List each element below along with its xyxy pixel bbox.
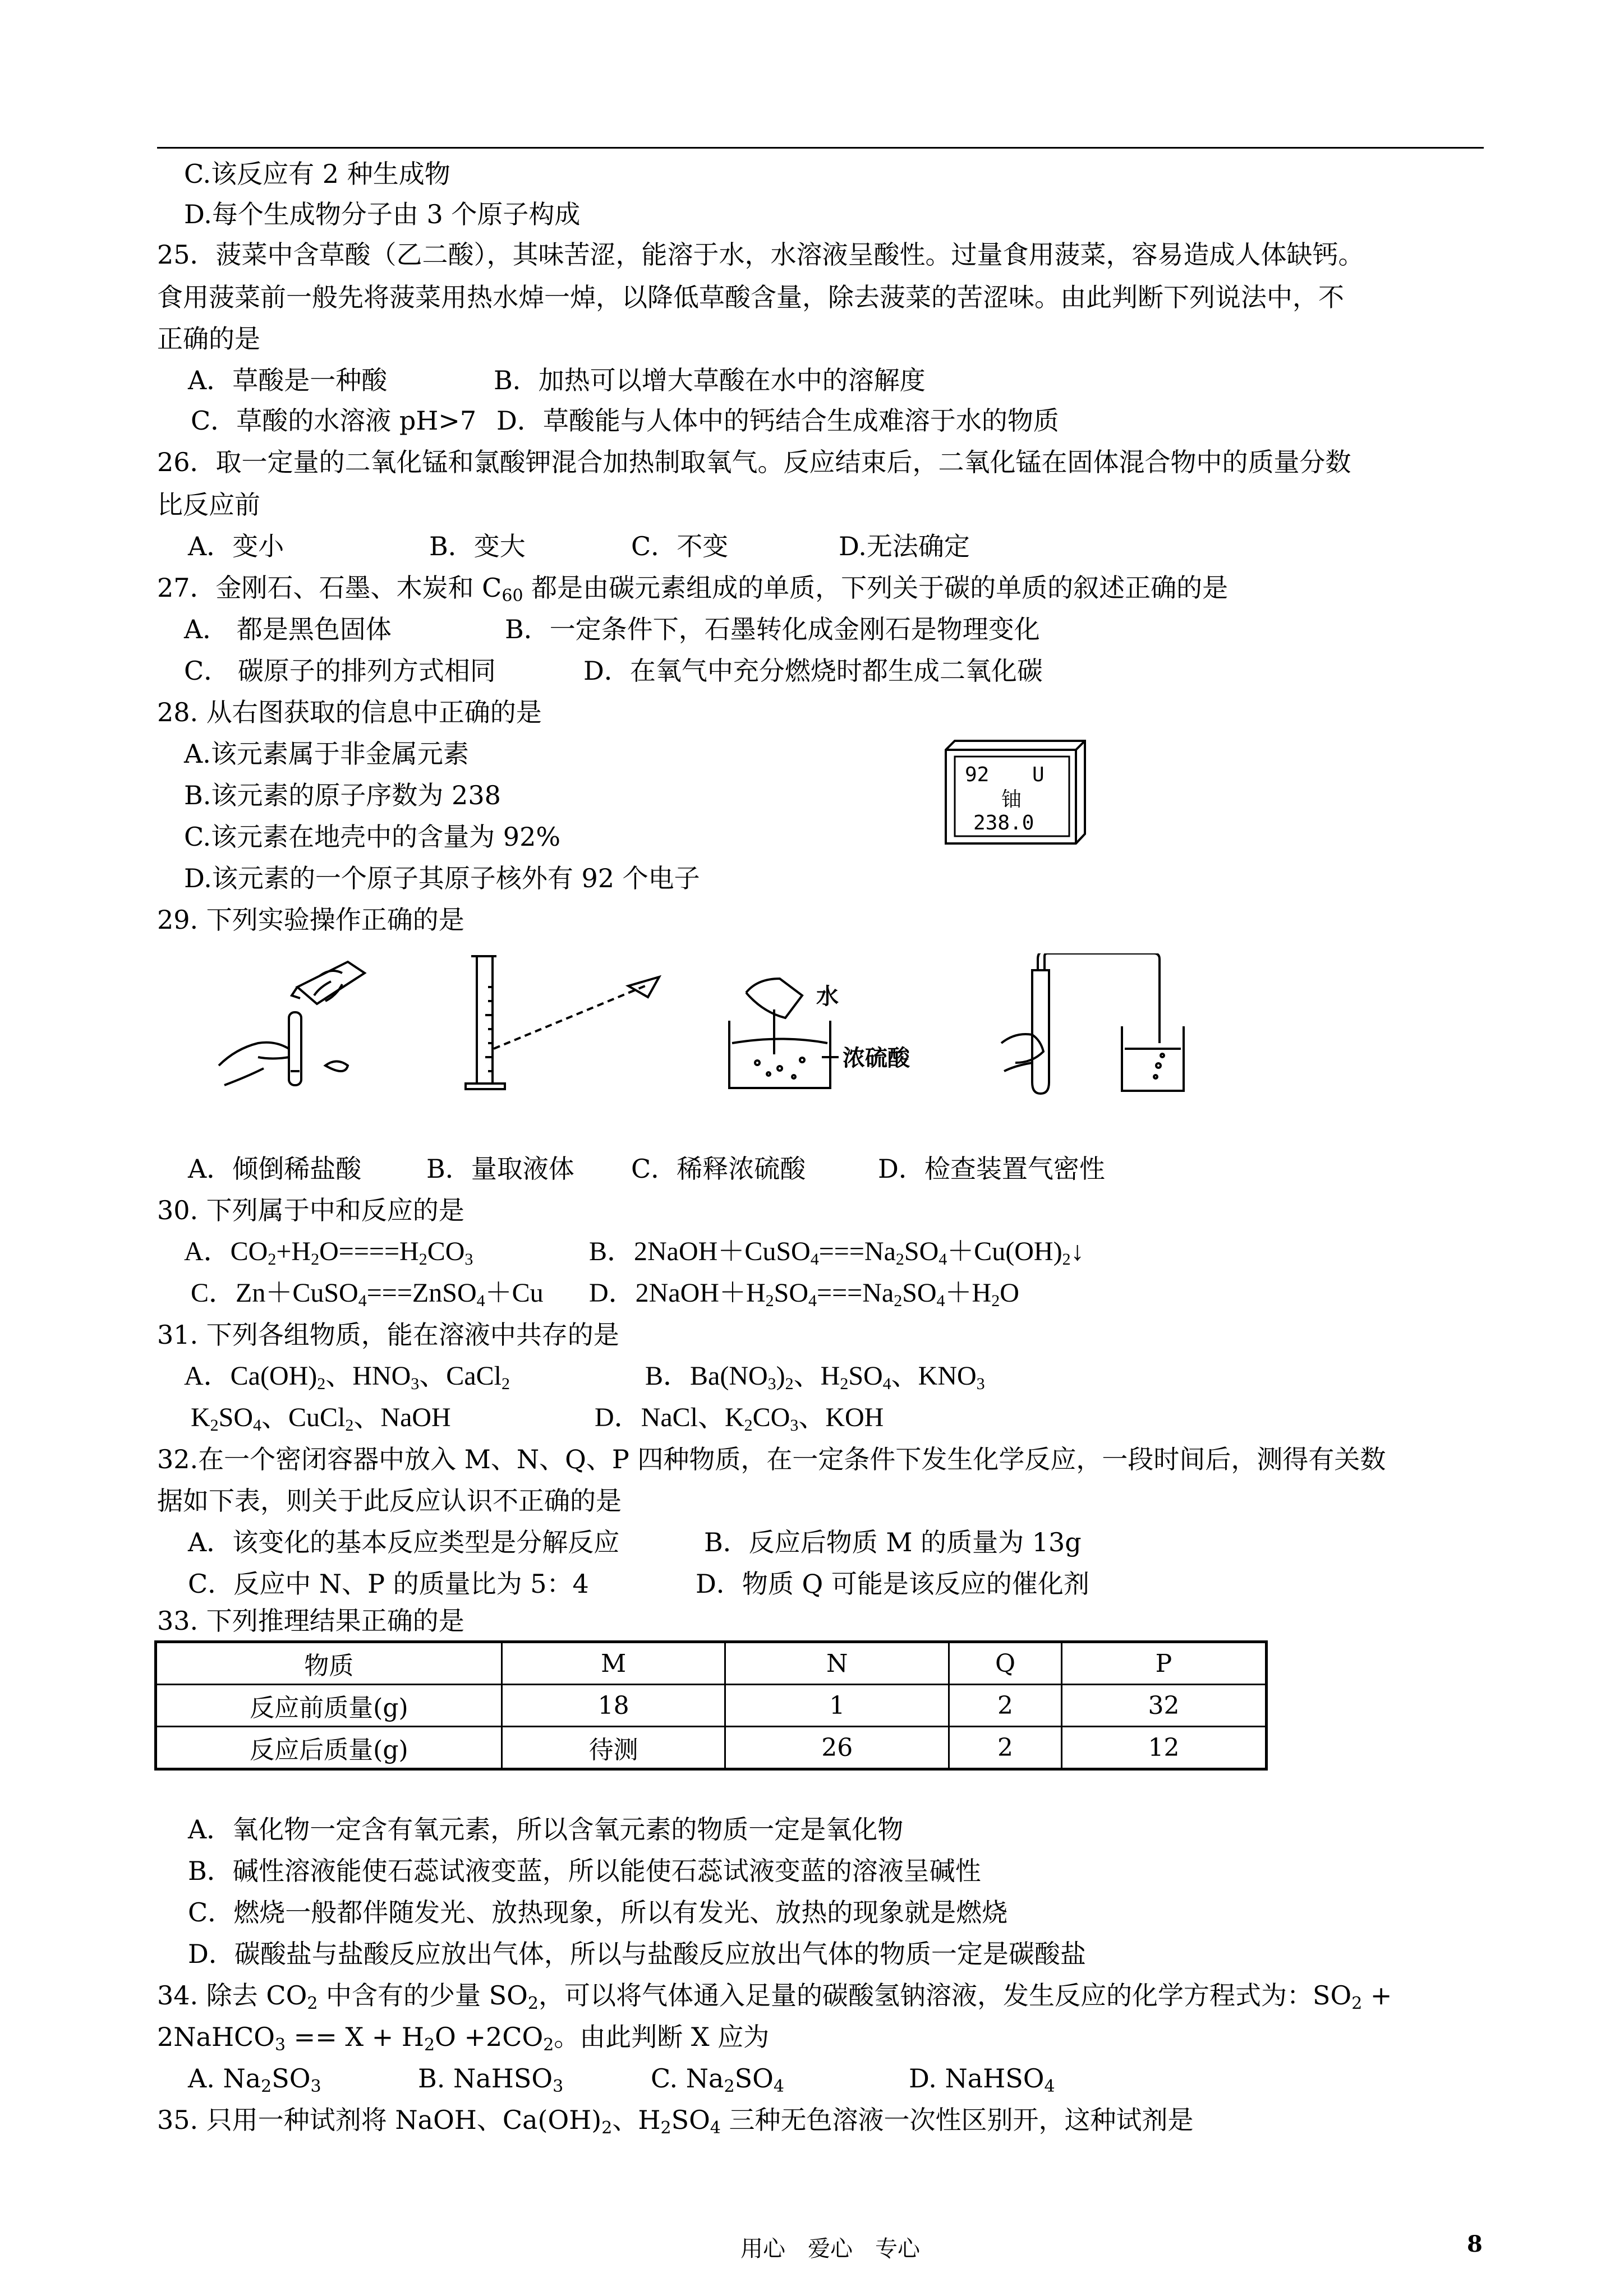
- q28-option-a: A.该元素属于非金属元素: [184, 739, 469, 769]
- q28-option-d: D.该元素的一个原子其原子核外有 92 个电子: [184, 863, 700, 893]
- q25-option-b: B．加热可以增大草酸在水中的溶解度: [494, 365, 926, 395]
- element-number: 92: [965, 763, 990, 786]
- q31-option-a: A．$Ca(OH)_2$、$HNO_3$、CaCl$_2$: [184, 1361, 510, 1393]
- q29-option-a: A．倾倒稀盐酸: [188, 1154, 362, 1184]
- table-header-row: [156, 1642, 1267, 1685]
- q26-option-b: B．变大: [429, 531, 526, 561]
- q32-stem-line2: 据如下表，则关于此反应认识不正确的是: [157, 1486, 622, 1516]
- q31-option-c: $K_2SO_4$、CuCl$_2$、NaOH: [191, 1403, 451, 1435]
- q25-stem-line3: 正确的是: [157, 324, 260, 354]
- q32-option-c: C．反应中 N、P 的质量比为 5：4: [188, 1569, 589, 1599]
- q26-option-a: A．变小: [188, 531, 284, 561]
- q32-option-b: B．反应后物质 M 的质量为 13g: [704, 1527, 1082, 1557]
- q25-stem-line1: 25．菠菜中含草酸（乙二酸），其味苦涩，能溶于水，水溶液呈酸性。过量食用菠菜，容易造成人体缺钙。: [157, 239, 1364, 270]
- header-rule: [157, 147, 1484, 149]
- table-cell: 18: [502, 1685, 725, 1727]
- q33-option-d: D．碳酸盐与盐酸反应放出气体，所以与盐酸反应放出气体的物质一定是碳酸盐: [188, 1939, 1086, 1969]
- table-cell: 反应前质量(g): [156, 1685, 502, 1727]
- element-mass: 238.0: [973, 812, 1034, 835]
- table-cell: 物质: [156, 1642, 502, 1685]
- table-cell: 反应后质量(g): [156, 1727, 502, 1769]
- q27-option-a: A． 都是黑色固体: [184, 614, 392, 644]
- q25-stem-line2: 食用菠菜前一般先将菠菜用热水焯一焯，以降低草酸含量，除去菠菜的苦涩味。由此判断下列说法中，不: [157, 282, 1344, 312]
- q34-option-b: B. NaHSO$_3$: [418, 2063, 564, 2096]
- q24-option-c: C.该反应有 2 种生成物: [184, 159, 450, 189]
- page-number: 8: [1467, 2231, 1483, 2257]
- q34-option-c: C. $Na_2SO_4$: [651, 2063, 784, 2096]
- table-cell: 2: [949, 1727, 1062, 1769]
- q26-option-c: C．不变: [631, 531, 729, 561]
- table-cell: 32: [1061, 1685, 1266, 1727]
- q29-experiment-figures: [213, 953, 1195, 1099]
- uranium-element-card: [942, 737, 1088, 847]
- airtightness-check-figure: [999, 953, 1195, 1099]
- label-water: 水: [816, 984, 839, 1009]
- table-row: [156, 1727, 1267, 1769]
- q29-option-d: D．检查装置气密性: [878, 1154, 1105, 1184]
- q33-option-c: C．燃烧一般都伴随发光、放热现象，所以有发光、放热的现象就是燃烧: [188, 1897, 1008, 1928]
- q31-stem: 31. 下列各组物质，能在溶液中共存的是: [157, 1320, 619, 1350]
- table-cell: M: [502, 1642, 725, 1685]
- q32-option-d: D．物质 Q 可能是该反应的催化剂: [696, 1569, 1089, 1599]
- table-cell: 1: [725, 1685, 949, 1727]
- q24-option-d: D.每个生成物分子由 3 个原子构成: [184, 199, 581, 229]
- q30-option-a: A．$CO_2+H_2O====H_2CO_3$: [184, 1237, 473, 1269]
- mass-data-table: [154, 1640, 1268, 1771]
- q27-option-b: B．一定条件下，石墨转化成金刚石是物理变化: [505, 614, 1040, 644]
- table-row: [156, 1685, 1267, 1727]
- q27-stem: 27．金刚石、石墨、木炭和 $C_{60}$ 都是由碳元素组成的单质，下列关于碳的单质的叙述正确的是: [157, 573, 1229, 606]
- q26-option-d: D.无法确定: [839, 531, 970, 561]
- q35-stem: 35. 只用一种试剂将 NaOH、$Ca(OH)_2$、$H_2SO_4$ 三种无色溶液一次性区别开，这种试剂是: [157, 2105, 1194, 2138]
- q28-stem: 28. 从右图获取的信息中正确的是: [157, 697, 542, 727]
- q34-option-a: A. $Na_2SO_3$: [188, 2063, 321, 2096]
- element-name: 铀: [1001, 788, 1022, 811]
- q26-stem-line1: 26．取一定量的二氧化锰和氯酸钾混合加热制取氧气。反应结束后，二氧化锰在固体混合物中的质量分数: [157, 447, 1351, 477]
- q30-option-c: C．Zn＋CuSO$_4$===ZnSO$_4$＋Cu: [191, 1278, 544, 1310]
- q34-option-d: D. NaHSO$_4$: [909, 2063, 1055, 2096]
- dilute-acid-figure: [718, 953, 931, 1099]
- q26-stem-line2: 比反应前: [157, 490, 260, 520]
- q33-option-a: A．氧化物一定含有氧元素，所以含氧元素的物质一定是氧化物: [188, 1814, 904, 1845]
- q29-stem: 29. 下列实验操作正确的是: [157, 905, 464, 935]
- q27-option-d: D．在氧气中充分燃烧时都生成二氧化碳: [583, 656, 1043, 686]
- q32-stem-line1: 32.在一个密闭容器中放入 M、N、Q、P 四种物质，在一定条件下发生化学反应，一段时间后，测得有关数: [157, 1444, 1386, 1474]
- q32-option-a: A．该变化的基本反应类型是分解反应: [188, 1527, 620, 1557]
- table-cell: 26: [725, 1727, 949, 1769]
- q30-stem: 30. 下列属于中和反应的是: [157, 1195, 464, 1225]
- q25-option-c: C．草酸的水溶液 pH>7: [191, 405, 477, 436]
- q33-stem: 33. 下列推理结果正确的是: [157, 1606, 464, 1636]
- table-cell: 待测: [502, 1727, 725, 1769]
- q25-option-d: D．草酸能与人体中的钙结合生成难溶于水的物质: [496, 405, 1059, 436]
- pouring-acid-figure: [213, 953, 381, 1099]
- q28-option-c: C.该元素在地壳中的含量为 92%: [184, 822, 561, 852]
- q27-option-c: C． 碳原子的排列方式相同: [184, 656, 496, 686]
- table-cell: 12: [1061, 1727, 1266, 1769]
- q31-option-b: B．$Ba(NO_3)_2$、$H_2SO_4$、$KNO_3$: [645, 1361, 985, 1393]
- measuring-cylinder-figure: [454, 953, 679, 1099]
- q34-stem-line2: 2NaHCO$_3$ == $X + H_2O +2CO_2$。由此判断 X 应为: [157, 2022, 770, 2055]
- element-symbol: U: [1032, 763, 1045, 786]
- q29-option-b: B．量取液体: [426, 1154, 574, 1184]
- q31-option-d: D．NaCl、$K_2CO_3$、KOH: [595, 1403, 884, 1435]
- q30-option-d: D．$2NaOH+H_2SO_4===Na_2SO_4+H_2O$: [589, 1278, 1019, 1310]
- q28-option-b: B.该元素的原子序数为 238: [184, 780, 501, 810]
- label-conc-sulfuric-acid: 浓硫酸: [843, 1045, 910, 1071]
- table-cell: 2: [949, 1685, 1062, 1727]
- footer-motto: 用心 爱心 专心: [740, 2236, 920, 2262]
- q34-stem-line1: 34. 除去 $CO_2$ 中含有的少量 $SO_2$，可以将气体通入足量的碳酸氢钠溶液，发生反应的化学方程式为：$SO_2$ +: [157, 1980, 1392, 2013]
- q33-option-b: B．碱性溶液能使石蕊试液变蓝，所以能使石蕊试液变蓝的溶液呈碱性: [188, 1856, 981, 1886]
- table-cell: N: [725, 1642, 949, 1685]
- q25-option-a: A．草酸是一种酸: [188, 365, 388, 395]
- table-cell: Q: [949, 1642, 1062, 1685]
- table-cell: P: [1061, 1642, 1266, 1685]
- q30-option-b: B．$2NaOH+CuSO_4===Na_2SO_4+Cu(OH)_2↓$: [589, 1237, 1084, 1269]
- q29-option-c: C．稀释浓硫酸: [631, 1154, 806, 1184]
